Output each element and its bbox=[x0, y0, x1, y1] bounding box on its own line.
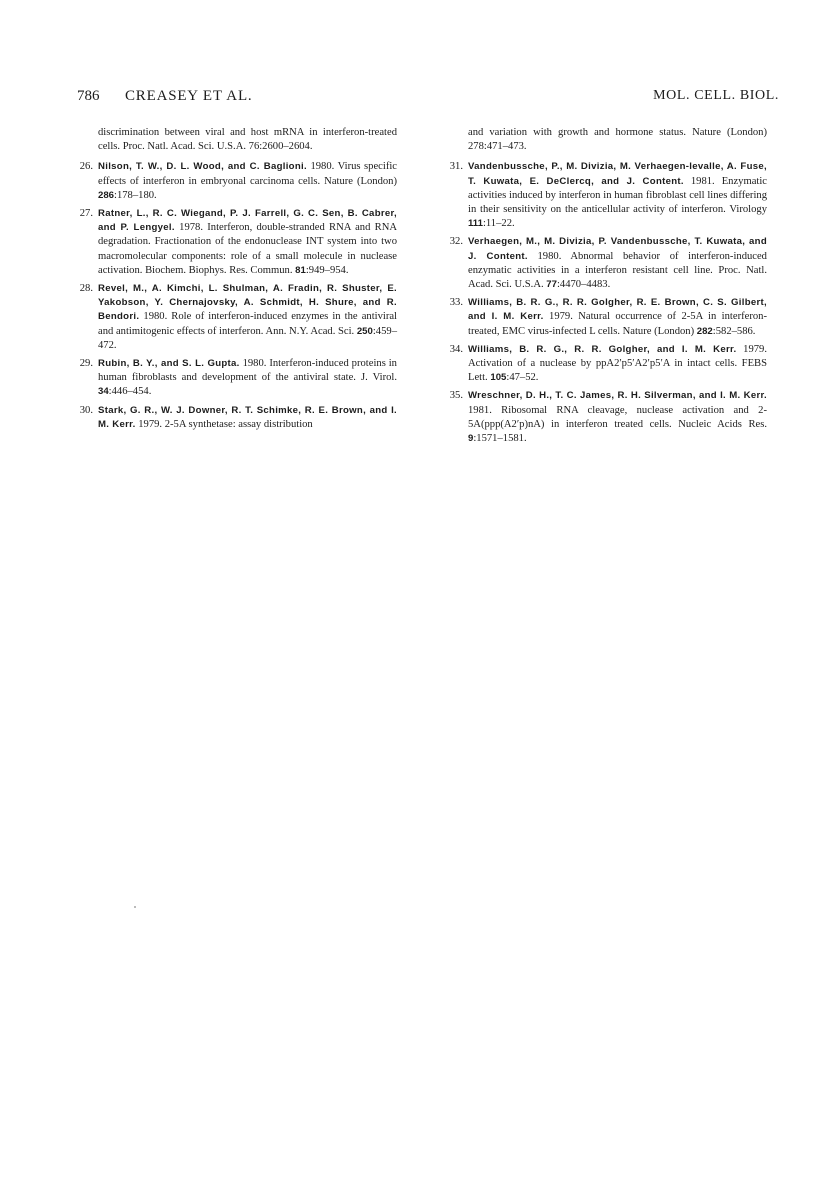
running-header bbox=[77, 88, 779, 110]
reference-pages: :446–454. bbox=[108, 386, 152, 398]
reference-volume: 77 bbox=[546, 279, 557, 291]
reference-pages: :459–472. bbox=[98, 325, 397, 351]
reference-authors: Williams, B. R. G., R. R. Golgher, R. E. Brown, C. S. Gilbert, and I. M. Kerr. bbox=[468, 297, 767, 323]
reference-text: 1980. Virus specific effects of interferon in embryonal carcinoma cells. Nature (London) bbox=[98, 161, 397, 187]
reference-continuation bbox=[77, 126, 397, 154]
reference-item bbox=[77, 207, 397, 278]
reference-volume: 250 bbox=[356, 325, 373, 337]
reference-column-right bbox=[447, 126, 767, 450]
reference-continuation-text: discrimination between viral and host mRNA in interferon-treated cells. Proc. Natl. Acad. Sci. U.S.A. 76:2600–2604. bbox=[98, 127, 397, 153]
reference-pages: :949–954. bbox=[305, 264, 349, 276]
reference-continuation bbox=[447, 126, 767, 154]
reference-volume: 105 bbox=[490, 372, 507, 384]
journal-name: MOL. CELL. BIOL. bbox=[653, 88, 779, 103]
reference-volume: 81 bbox=[295, 264, 306, 276]
reference-text: 1979. 2-5A synthetase: assay distribution bbox=[135, 418, 313, 430]
reference-authors: Nilson, T. W., D. L. Wood, and C. Baglioni. bbox=[98, 161, 307, 173]
reference-pages: :11–22. bbox=[482, 218, 515, 230]
reference-authors: Williams, B. R. G., R. R. Golgher, and I. M. Kerr. bbox=[468, 343, 737, 355]
reference-authors: Ratner, L., R. C. Wiegand, P. J. Farrell, G. C. Sen, B. Cabrer, and P. Lengyel. bbox=[98, 208, 397, 234]
reference-number: 29. bbox=[79, 358, 93, 370]
reference-number: 26. bbox=[79, 161, 93, 173]
reference-item bbox=[447, 296, 767, 339]
reference-pages: :47–52. bbox=[506, 372, 539, 384]
reference-text: 1980. Role of interferon-induced enzymes in the antiviral and antimitogenic effects of interferon. Ann. N.Y. Acad. Sci. bbox=[98, 311, 397, 337]
reference-authors: Wreschner, D. H., T. C. James, R. H. Silverman, and I. M. Kerr. bbox=[468, 390, 767, 402]
reference-volume: 286 bbox=[98, 189, 115, 201]
reference-text: 1980. Interferon-induced proteins in human fibroblasts and development of the antiviral state. J. Virol. bbox=[98, 358, 397, 384]
scan-speck bbox=[134, 906, 136, 908]
reference-text: 1981. Ribosomal RNA cleavage, nuclease activation and 2-5A(ppp(A2′p)nA) in interferon treated cells. Nucleic Acids Res. bbox=[468, 404, 767, 430]
reference-number: 28. bbox=[79, 283, 93, 295]
reference-number: 34. bbox=[449, 343, 463, 355]
reference-authors: Vandenbussche, P., M. Divizia, M. Verhaegen-levalle, A. Fuse, T. Kuwata, E. DeClercq, and J. Content. bbox=[468, 161, 767, 187]
reference-column-left bbox=[77, 126, 397, 436]
reference-authors: Revel, M., A. Kimchi, L. Shulman, A. Fradin, R. Shuster, E. Yakobson, Y. Chernajovsky, A. Schmidt, H. Shure, and R. Bendori. bbox=[98, 283, 397, 323]
reference-authors: Rubin, B. Y., and S. L. Gupta. bbox=[98, 358, 240, 370]
reference-item bbox=[447, 389, 767, 446]
reference-text: 1981. Enzymatic activities induced by interferon in human fibroblast cell lines differing in their sensitivity on the anticellular activity of interferon. Virology bbox=[468, 175, 767, 216]
reference-volume: 9 bbox=[468, 433, 474, 445]
reference-text: 1980. Abnormal behavior of interferon-induced enzymatic activities in a interferon resistant cell line. Proc. Natl. Acad. Sci. U.S.A. bbox=[468, 250, 767, 291]
reference-text: 1979. Natural occurrence of 2-5A in interferon-treated, EMC virus-infected L cells. Nature (London) bbox=[468, 311, 767, 337]
reference-pages: :1571–1581. bbox=[473, 433, 527, 445]
reference-item bbox=[447, 343, 767, 386]
reference-volume: 111 bbox=[468, 218, 483, 230]
reference-item bbox=[447, 235, 767, 292]
reference-text: 1978. Interferon, double-stranded RNA and RNA degradation. Fractionation of the endonuclease INT system into two macromolecular components: role of a small molecule in nuclease activation. Biochem. Biophys. Res. Commun. bbox=[98, 222, 397, 276]
reference-number: 30. bbox=[79, 404, 93, 416]
reference-number: 35. bbox=[449, 390, 463, 402]
reference-number: 31. bbox=[449, 161, 463, 173]
reference-number: 32. bbox=[449, 236, 463, 248]
reference-item bbox=[77, 357, 397, 400]
reference-item bbox=[77, 160, 397, 203]
reference-continuation-text: and variation with growth and hormone status. Nature (London) 278:471–473. bbox=[468, 127, 767, 153]
page-number: 786 bbox=[77, 88, 100, 104]
reference-pages: :178–180. bbox=[114, 189, 157, 201]
reference-volume: 282 bbox=[696, 325, 713, 337]
reference-pages: :582–586. bbox=[712, 325, 756, 337]
reference-text: 1979. Activation of a nuclease by ppA2′p5′A2′p5′A in intact cells. FEBS Lett. bbox=[468, 343, 768, 384]
reference-volume: 34 bbox=[98, 386, 109, 398]
reference-authors: Stark, G. R., W. J. Downer, R. T. Schimke, R. E. Brown, and I. M. Kerr. bbox=[98, 404, 397, 430]
reference-item bbox=[77, 404, 397, 432]
running-authors: CREASEY ET AL. bbox=[125, 88, 253, 104]
reference-authors: Verhaegen, M., M. Divizia, P. Vandenbussche, T. Kuwata, and J. Content. bbox=[468, 236, 767, 262]
reference-number: 27. bbox=[79, 208, 93, 220]
reference-pages: :4470–4483. bbox=[556, 279, 611, 291]
reference-item bbox=[447, 160, 767, 231]
reference-number: 33. bbox=[449, 297, 463, 309]
reference-item bbox=[77, 282, 397, 353]
